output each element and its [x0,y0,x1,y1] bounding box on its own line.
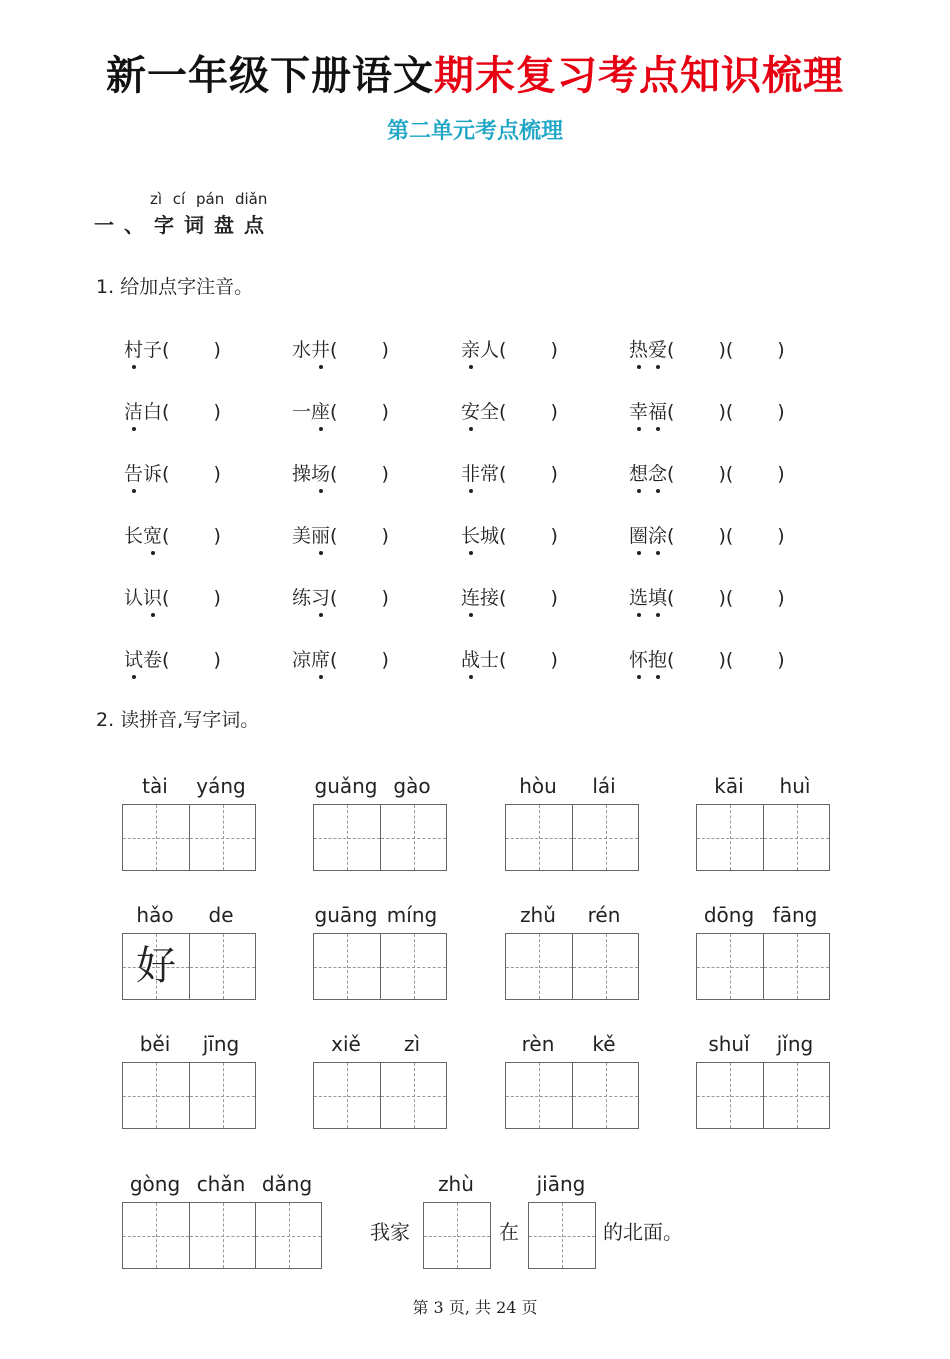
answer-paren-close: ) [550,525,558,547]
word-item [292,645,389,672]
tianzige-grid [696,1062,830,1129]
tianzige-grid [313,804,447,871]
word-item [629,521,785,548]
writing-cell[interactable] [123,1203,189,1268]
answer-paren-open: ( [330,463,338,485]
word-char: 宽 [143,521,162,548]
answer-paren-close: ) [381,463,389,485]
pinyin-label: kě [592,1032,616,1056]
writing-cell[interactable] [763,805,829,870]
answer-paren-open: ( [162,463,170,485]
answer-paren-open: ( [162,339,170,361]
tianzige-grid [696,933,830,1000]
word-char: 热 [629,335,648,362]
answer-paren-open: ( [667,525,675,547]
answer-paren-close: ) [550,649,558,671]
answer-paren-close: ) [213,463,221,485]
answer-paren-open: ( [725,401,734,423]
tianzige-grid [122,804,256,871]
tianzige-grid [423,1202,491,1269]
writing-cell[interactable] [572,805,638,870]
writing-cell[interactable] [697,805,763,870]
word-char: 抱 [648,645,667,672]
word-char: 安 [461,397,480,424]
answer-paren-open: ( [499,339,507,361]
answer-paren-close: ) [550,401,558,423]
word-char: 连 [461,583,480,610]
answer-paren-open: ( [499,649,507,671]
word-char: 美 [292,525,312,547]
word-item [461,521,558,548]
writing-cell[interactable] [314,805,380,870]
answer-paren-close: ) [718,525,726,547]
writing-cell[interactable] [123,805,189,870]
answer-paren-close: ) [213,339,221,361]
pinyin-label: chǎn [196,1172,246,1196]
written-character: 好 [136,943,176,989]
answer-paren-close: ) [381,587,389,609]
answer-paren-close: ) [213,649,221,671]
pinyin-label: jīng [202,1032,240,1056]
pinyin-label: huì [779,774,811,798]
answer-paren-open: ( [667,649,675,671]
unit-subtitle: 第二单元考点梳理 [386,118,563,144]
pinyin-label: jiāng [536,1172,586,1196]
writing-cell[interactable] [189,1203,255,1268]
answer-paren-open: ( [162,649,170,671]
writing-cell[interactable] [763,1063,829,1128]
answer-paren-open: ( [330,525,338,547]
pinyin-label: hòu [519,774,557,798]
pinyin-label: hǎo [136,903,174,927]
writing-cell[interactable] [506,1063,572,1128]
writing-cell[interactable] [380,1063,446,1128]
word-char: 告 [124,459,143,486]
word-row [0,335,950,365]
title-part-2: 期末复习考点知识梳理 [434,52,844,99]
answer-paren-close: ) [550,339,558,361]
writing-cell[interactable] [763,934,829,999]
word-row [0,397,950,427]
pinyin-label: guǎng [314,774,378,798]
word-char: 长 [461,521,480,548]
answer-paren-open: ( [667,401,675,423]
word-char: 念 [648,459,667,486]
page-title [0,44,950,101]
word-item [292,397,389,424]
pinyin-label: gào [393,774,431,798]
answer-paren-close: ) [777,339,785,361]
word-char: 人 [480,339,500,361]
answer-paren-open: ( [667,339,675,361]
tianzige-grid [122,933,256,1000]
answer-paren-open: ( [162,401,170,423]
word-item [629,459,785,486]
word-char: 福 [648,397,667,424]
word-char: 白 [143,401,163,423]
word-char: 一 [292,401,312,423]
answer-paren-open: ( [667,463,675,485]
writing-cell[interactable] [189,805,255,870]
writing-cell[interactable] [572,934,638,999]
pinyin-label: fāng [772,903,818,927]
writing-cell[interactable] [506,934,572,999]
answer-paren-open: ( [162,587,170,609]
word-char: 习 [311,583,330,610]
title-part-1: 新一年级下册语文 [106,52,434,99]
word-char: 亲 [461,335,480,362]
pinyin-label: shuǐ [708,1032,750,1056]
tianzige-grid [122,1062,256,1129]
writing-cell[interactable] [189,934,255,999]
pinyin-label: lái [592,774,616,798]
pinyin-label: tài [142,774,168,798]
writing-cell[interactable] [697,1063,763,1128]
word-char: 圈 [629,521,648,548]
word-item [292,459,389,486]
writing-cell[interactable] [380,934,446,999]
word-item [629,397,785,424]
word-item [124,583,221,610]
pinyin-label: zì [403,1032,421,1056]
section-title: 一、字词盘点 [94,213,274,237]
word-char: 爱 [648,335,667,362]
word-item [124,645,221,672]
answer-paren-close: ) [213,525,221,547]
word-char: 座 [311,397,330,424]
answer-paren-close: ) [381,649,389,671]
word-item [461,583,558,610]
pinyin-label: gòng [129,1172,181,1196]
pinyin-label: míng [386,903,438,927]
answer-paren-close: ) [381,339,389,361]
question-1-label: 1. 给加点字注音。 [96,276,254,298]
answer-paren-close: ) [213,587,221,609]
word-row [0,521,950,551]
word-item [629,335,785,362]
word-char: 接 [480,587,500,609]
word-char: 非 [461,459,480,486]
word-char: 席 [311,645,330,672]
answer-paren-close: ) [718,649,726,671]
writing-cell[interactable] [380,805,446,870]
pinyin-label: kāi [714,774,744,798]
writing-cell[interactable] [314,934,380,999]
word-char: 涂 [648,521,667,548]
answer-paren-open: ( [725,649,734,671]
word-item [629,583,785,610]
writing-cell[interactable] [424,1203,490,1268]
word-char: 填 [648,583,667,610]
word-char: 幸 [629,397,648,424]
word-item [124,459,221,486]
answer-paren-open: ( [330,587,338,609]
tianzige-grid [122,1202,322,1269]
answer-paren-close: ) [777,401,785,423]
answer-paren-open: ( [330,339,338,361]
sentence-text: 在 [499,1220,519,1244]
answer-paren-close: ) [718,339,726,361]
answer-paren-open: ( [499,525,507,547]
word-char: 选 [629,583,648,610]
word-char: 诉 [143,463,163,485]
tianzige-grid [505,1062,639,1129]
word-char: 士 [480,649,500,671]
answer-paren-open: ( [499,587,507,609]
tianzige-grid [528,1202,596,1269]
word-char: 村 [124,335,143,362]
answer-paren-close: ) [213,401,221,423]
writing-cell[interactable] [506,805,572,870]
word-char: 井 [311,335,330,362]
word-char: 丽 [311,521,330,548]
word-item [461,397,558,424]
answer-paren-open: ( [330,401,338,423]
answer-paren-close: ) [550,587,558,609]
pinyin-label: zhù [438,1172,474,1196]
pinyin-label: rén [587,903,621,927]
answer-paren-close: ) [718,401,726,423]
word-item [124,521,221,548]
word-char: 城 [480,525,500,547]
writing-cell[interactable] [255,1203,321,1268]
word-char: 场 [311,459,330,486]
pinyin-label: běi [139,1032,171,1056]
word-char: 操 [292,463,312,485]
page-footer: 第 3 页, 共 24 页 [412,1298,538,1317]
answer-paren-open: ( [499,463,507,485]
pinyin-label: de [208,903,234,927]
writing-cell[interactable] [189,1063,255,1128]
writing-cell[interactable] [123,1063,189,1128]
section-pinyin: zì cí pán diǎn [150,190,268,208]
pinyin-label: yáng [196,774,246,798]
word-char: 练 [292,587,312,609]
answer-paren-open: ( [499,401,507,423]
writing-cell[interactable] [123,934,189,999]
word-char: 洁 [124,397,143,424]
answer-paren-open: ( [725,463,734,485]
writing-cell[interactable] [697,934,763,999]
word-char: 水 [292,339,312,361]
answer-paren-open: ( [330,649,338,671]
answer-paren-close: ) [381,401,389,423]
word-char: 长 [124,525,144,547]
sentence-text: 我家 [370,1220,410,1244]
tianzige-grid [505,804,639,871]
answer-paren-open: ( [725,339,734,361]
tianzige-grid [313,1062,447,1129]
answer-paren-close: ) [718,587,726,609]
tianzige-grid [313,933,447,1000]
word-char: 战 [461,645,480,672]
tianzige-grid [505,933,639,1000]
word-item [461,645,558,672]
writing-cell[interactable] [529,1203,595,1268]
word-char: 想 [629,459,648,486]
answer-paren-close: ) [777,649,785,671]
pinyin-label: rèn [521,1032,555,1056]
word-char: 认 [124,587,144,609]
word-char: 试 [124,645,143,672]
answer-paren-close: ) [777,587,785,609]
sentence-text: 的北面。 [603,1220,683,1244]
pinyin-label: jǐng [776,1032,814,1056]
word-row [0,459,950,489]
pinyin-label: dǎng [261,1172,313,1196]
word-char: 全 [480,401,500,423]
word-char: 识 [143,583,162,610]
answer-paren-close: ) [718,463,726,485]
word-char: 卷 [143,649,163,671]
word-item [629,645,785,672]
word-item [124,397,221,424]
tianzige-grid [696,804,830,871]
word-row [0,583,950,613]
pinyin-label: zhǔ [520,903,556,927]
answer-paren-open: ( [162,525,170,547]
answer-paren-close: ) [381,525,389,547]
question-2-label: 2. 读拼音,写字词。 [96,709,260,731]
writing-cell[interactable] [314,1063,380,1128]
word-item [292,521,389,548]
word-item [461,459,558,486]
pinyin-label: xiě [331,1032,361,1056]
word-item [292,583,389,610]
word-char: 常 [480,463,500,485]
pinyin-label: guāng [314,903,378,927]
answer-paren-open: ( [725,525,734,547]
answer-paren-close: ) [777,525,785,547]
answer-paren-open: ( [725,587,734,609]
word-item [124,335,221,362]
word-char: 凉 [292,649,312,671]
answer-paren-open: ( [667,587,675,609]
word-char: 怀 [629,645,648,672]
pinyin-label: dōng [703,903,755,927]
answer-paren-close: ) [777,463,785,485]
word-char: 子 [143,339,163,361]
word-item [292,335,389,362]
answer-paren-close: ) [550,463,558,485]
word-item [461,335,558,362]
word-row [0,645,950,675]
writing-cell[interactable] [572,1063,638,1128]
